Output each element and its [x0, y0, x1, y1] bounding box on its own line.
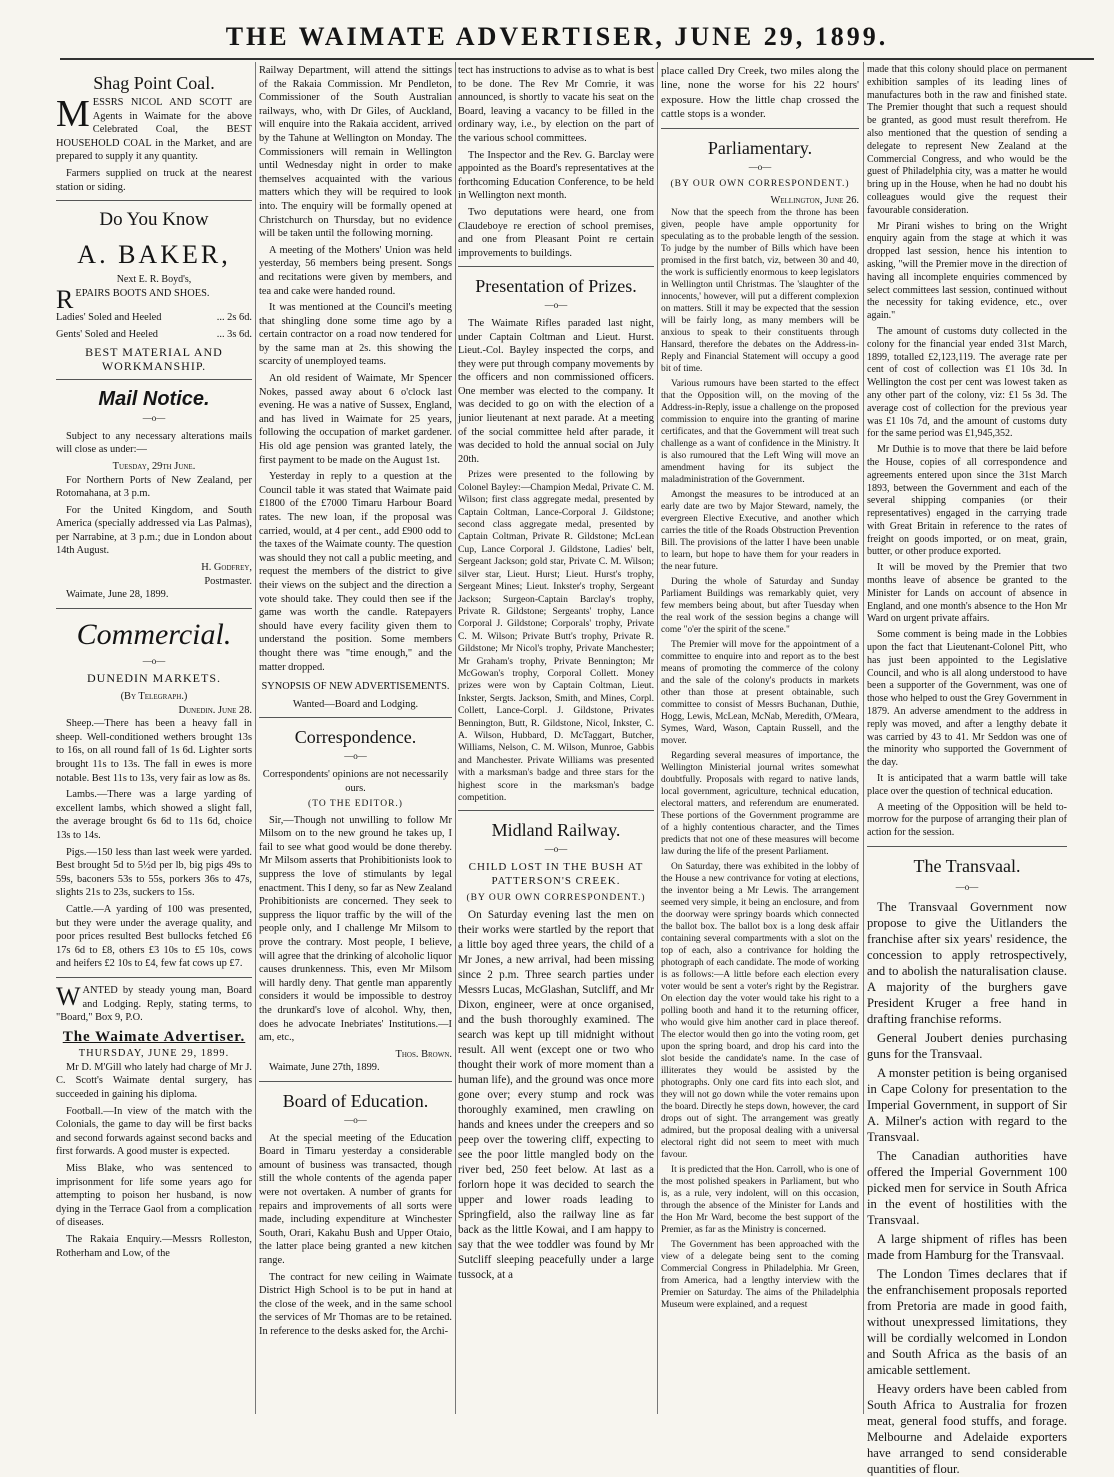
by-telegraph: (By Telegraph.)	[120, 691, 188, 703]
market-report: Pigs.—150 less than last week were yarded. Best brought 5d to 5½d per lb, big pigs 49s to 59s, baconers 53s to 55s, porkers 36s to 47s, slights 21s to 23s, suckers to 15s.	[56, 846, 252, 899]
transvaal-heading: The Transvaal.	[913, 856, 1021, 877]
ornament: —o—	[344, 751, 367, 762]
own-correspondent: (BY OUR OWN CORRESPONDENT.)	[670, 179, 850, 190]
mail-notice-signature: Postmaster.	[204, 575, 252, 587]
price-label: Ladies' Soled and Heeled	[56, 311, 162, 323]
news-paragraph: Heavy orders have been cabled from South Africa to Australia for frozen meat, general food stuffs, and forage. Melbourne and Adelaide exporters have arranged to send considerable quantities of flour.	[867, 1382, 1067, 1477]
baker-price-row	[56, 328, 252, 342]
parliamentary-body	[661, 207, 859, 1311]
ornament: —o—	[544, 844, 568, 855]
column-1	[56, 64, 252, 1414]
news-paragraph: Two deputations were heard, one from Claudeboye re erection of school premises, and one from Pleasant Point re certain improvements to buildings.	[458, 206, 654, 259]
news-paragraph: General Joubert denies purchasing guns for the Transvaal.	[867, 1031, 1067, 1062]
divider	[259, 717, 452, 718]
local-news: Mr D. M'Gill who lately had charge of Mr J. C. Scott's Waimate dental surgery, has succeeded in gaining his diploma.	[56, 1061, 252, 1101]
divider	[867, 846, 1067, 847]
ornament: —o—	[344, 1114, 367, 1125]
column-5	[867, 64, 1067, 1477]
shag-coal-heading: Shag Point Coal.	[93, 73, 215, 93]
market-report: Lambs.—There was a large yarding of excellent lambs, which showed a slight fall, the average brought 6s 6d to 11s 6d, choice 13s to 14s.	[56, 789, 252, 841]
parliamentary-continued	[867, 64, 1067, 840]
ornament: —o—	[748, 161, 772, 172]
baker-price-row	[56, 311, 252, 325]
commercial-heading: Commercial.	[76, 617, 232, 651]
mail-notice-signature: H. Godfrey,	[201, 562, 252, 574]
divider	[56, 200, 252, 201]
dunedin-dateline: Dunedin. June 28.	[178, 704, 252, 716]
column-divider	[657, 62, 658, 1414]
local-news: Football.—In view of the match with the Colonials, the game to day will be first backs and second forwards against second backs and first forwards. A good muster is expected.	[56, 1105, 252, 1158]
column-divider	[863, 62, 864, 1414]
baker-know-heading: Do You Know	[99, 209, 209, 231]
divider	[259, 1081, 452, 1082]
news-paragraph: Now that the speech from the throne has been given, people have ample opportunity for speculating as to the probable length of the session. To judge by the number of Bills which have been promised in the first batch, viz, between 30 and 40, the work is sufficiently enormous to keep legislators in Wellington until Christmas. The 'slaughter of the innocents,' however, will put a different complexion on matters. Still it may be expected that the session will be fairly long, as many members will be anxious to speak to their constituents through Hansard, therefore the debates on the Address-in-Reply and Financial Statement will occupy a good bit of time.	[661, 208, 859, 375]
divider	[56, 379, 252, 380]
news-paragraph: Amongst the measures to be introduced at an early date are two by Major Steward, namely, the evergreen Elective Executive, and another which carries the title of the Roads Obstruction Prevention Bill. The provisions of the latter I have been unable to learn, but hope to have them for your readers in the near future.	[661, 490, 859, 573]
news-paragraph: Prizes were presented to the following by Colonel Bayley:—Champion Medal, Private C. M. Wilson; first class aggregate medal, presented by Captain Coltman, Lance-Corporal J. Gildstone; second class aggregate medal, presented by Captain Coltman, Private R. Gildstone; McLean Cup, Lance Corporal J. Gildstone, Ladies' belt, Sergeant Jackson; gold star, Private C. M. Wilson; silver star, Lieut. Hurst; Lieut. Hurst's trophy, Sergeant Mines; Lieut. Inkster's trophy, Sergeant Jackson; Surgeon-Captain Barclay's trophy, Private R. Gildstone; Sergeants' trophy, Lance Corporal J. Gildstone; Corporals' trophy, Private C. M. Wilson; Private Butt's trophy, Private R. Gildstone; Mr Nicol's trophy, Private Manchester; Mr Graham's trophy, Private Bennington; Mr McGowan's trophy, Corporal Collett. Money prizes were won by Captain Coltman, Lieut. Inkster, Sergts. Jackson, Smith, and Mines, Corpl. Collett, Lance-Corpl. J. Gildstone, Privates Bennington, Butt, R. Gildstone, Nicol, Inkster, C. A. Wilson, Hubbard, D. McTaggart, Butcher, Williams, Nelson, C. M. Wilson, Munroe, Gabbis and Manchester. Private Williams was presented with a marksman's badge and three stars for the highest score in the marksman's badge competition.	[458, 469, 654, 803]
baker-address: Next E. R. Boyd's,	[116, 274, 192, 286]
news-paragraph: A meeting of the Opposition will be held to-morrow for the purpose of arranging their plan of action for the session.	[867, 801, 1067, 839]
mail-notice-text: For the United Kingdom, and South America (specially addressed via Las Palmas), per Narrabine, at 3 p.m.; due in London about 14th August.	[56, 504, 252, 557]
mail-notice-text: For Northern Ports of New Zealand, per Rotomahana, at 3 p.m.	[56, 474, 252, 500]
shag-coal-text: ESSRS NICOL AND SCOTT are Agents in Waimate for the above Celebrated Coal, the BEST HOUSEHOLD COAL in the Market, and are prepared to supply it any quantity.	[56, 97, 252, 163]
drop-cap: M	[56, 93, 90, 135]
baker-repairs	[56, 284, 252, 314]
column-3	[458, 64, 654, 1414]
news-paragraph: The contract for new ceiling in Waimate District High School is to be put in hand at the close of the week, and in the same school the services of Mr Thomas are to be retained. In reference to the desks asked for, the Archi-	[259, 1271, 452, 1337]
wanted-ad	[56, 981, 252, 1025]
news-paragraph: The Inspector and the Rev. G. Barclay were appointed as the Board's representatives at the forthcoming Education Conference, to be held in Wellington next month.	[458, 149, 654, 202]
news-paragraph: At the special meeting of the Education Board in Timaru yesterday a considerable amount of business was transacted, though still the whole contents of the agenda paper were not overtaken. A number of grants for repairs and improvements of all sorts were made, including expenditure at Winchester South, Orari, Kakahu Bush and Upper Otaio, the latter place being granted a new kitchen range.	[259, 1132, 452, 1266]
masthead	[0, 0, 1114, 60]
mail-notice-date: Tuesday, 29th June.	[112, 460, 196, 472]
baker-repairs-text: EPAIRS BOOTS AND SHOES.	[75, 287, 210, 299]
letter-place: Waimate, June 27th, 1899.	[269, 1062, 380, 1074]
to-the-editor: (TO THE EDITOR.)	[308, 799, 403, 810]
news-paragraph: Regarding several measures of importance, the Wellington Ministerial journal writes somewhat doubtfully. Proposals with regard to native lands, local government, agriculture, technical education, electoral matters, and referendum are enumerated. These portions of the Government programme are of a highly contentious character, and the Times predicts that not one of these measures will become law during the life of the present Parliament.	[661, 751, 859, 858]
news-paragraph: Various rumours have been started to the effect that the Opposition will, on the moving of the Address-in-Reply, issue a challenge on the proposed commission to enquire into the granting of marine certificates, and that the Government will treat such challenge as a want of confidence in the Ministry. It is also rumoured that the Left Wing will move an amendment having for its subject the maladministration of the Government.	[661, 379, 859, 486]
news-paragraph: The Waimate Rifles paraded last night, under Captain Coltman and Lieut. Hurst. Lieut.-Col. Bayley inspected the corps, and they were put through company movements by the officers and non commissioned officers. One member was elected to the company. It was decided to go on with the election of a junior lieutenant at next parade. At a meeting of the social committee held after parade, it was decided to hold the annual social on July 20th.	[458, 317, 654, 465]
news-paragraph: The London Times declares that if the enfranchisement proposals reported from Pretoria are made in good faith, without unexpressed limitations, they will be cordially welcomed in London and South Africa as the basis of an amicable settlement.	[867, 1267, 1067, 1378]
own-correspondent: (BY OUR OWN CORRESPONDENT.)	[466, 893, 646, 904]
child-lost-heading: CHILD LOST IN THE BUSH AT PATTERSON'S CREEK.	[468, 861, 644, 887]
news-paragraph: Yesterday in reply to a question at the Council table it was stated that Waimate paid £1800 of the £7000 Timaru Harbour Board rates. The new loan, if the proposal was carried, would, at 4 per cent., add £900 odd to the taxes of the Waimate county. The question was should they not call a public meeting, and request the members of the district to give their views on the subject and the direction a vote should take. They could then see if the game was worth the candle. Ratepayers should have every facility given them to understand the position. Some members thought there was "time enough," and the matter dropped.	[259, 471, 452, 673]
drop-cap: W	[56, 981, 81, 1011]
column-2	[259, 64, 452, 1414]
midland-railway-heading: Midland Railway.	[491, 820, 621, 841]
mail-notice-text: Subject to any necessary alterations mails will close as under:—	[56, 430, 252, 456]
column-divider	[255, 62, 256, 1414]
wellington-dateline: Wellington, June 26.	[770, 194, 859, 206]
news-paragraph: Mr Duthie is to move that there be laid before the House, copies of all correspondence and agreements entered upon since the 31st March 1893, between the Government and each of the several shipping companies (or their representatives) engaged in the carrying trade with Great Britain in reference to the rates of freight on goods imported, or on meat, grain, butter, or other produce exported.	[867, 444, 1067, 558]
letter-signature: Thos. Brown.	[395, 1048, 452, 1060]
letter-text: Sir,—Though not unwilling to follow Mr Milsom on to the new ground he takes up, I fail to see what good would be done thereby. Mr Milsom asserts that Prohibitionists look to suppress the love of stimulants by legal enactment. This I deny, so far as New Zealand Prohibitionists are concerned. They seek to suppress the liquor traffic by the will of the people only, and I challenge Mr Milsom to prove the contrary. Most people, I believe, will agree that the drinking of alcoholic liquor causes drunkenness. This, even Mr Milsom will hardly deny. That gentle man apparently considers it would be impossible to destroy the drunkard's love of alcohol. Why, then, does he advocate Inebriates' Institutions.—I am, etc.,	[259, 814, 452, 1044]
market-report: Sheep.—There has been a heavy fall in sheep. Well-conditioned wethers brought 13s to 16s, on all round fall of 1s 6d. Lighter sorts brought 11s to 13s. The fall in ewes is more notable. Best 11s to 13s, very fair as low as 8s.	[56, 718, 252, 784]
news-paragraph: The Premier will move for the appointment of a committee to enquire into and report as to the best means of promoting the commerce of the colony and the sale of the colony's products in markets other than those at present obtainable, such committee to consist of Messrs Buchanan, Duthie, Hogg, Lewis, McLean, McNab, Meredith, O'Meara, Symes, Ward, Wason, Captain Russell, and the mover.	[661, 640, 859, 747]
ornament: —o—	[142, 655, 166, 666]
news-paragraph: The Canadian authorities have offered the Imperial Government 100 picked men for service in South Africa in the event of hostilities with the Transvaal.	[867, 1149, 1067, 1228]
dunedin-markets-heading: DUNEDIN MARKETS.	[87, 671, 221, 686]
ornament: —o—	[955, 882, 979, 893]
news-paragraph: The Transvaal Government now propose to give the Uitlanders the franchise after six years' residence, the concession to apply retrospectively, and to abolish the naturalisation clause. A majority of the burghers gave President Kruger a free hand in drafting franchise reforms.	[867, 900, 1067, 1027]
synopsis-heading: SYNOPSIS OF NEW ADVERTISEMENTS.	[261, 681, 450, 693]
divider	[661, 128, 859, 129]
news-paragraph: The Government has been approached with the view of a delegate being sent to the coming Commercial Congress in Philadelphia. Mr Green, from America, had a lengthy interview with the Premier on Saturday. The aims of the Philadelphia Museum were explained, and a request	[661, 1240, 859, 1311]
price-value: ... 3s 6d.	[216, 329, 252, 341]
news-paragraph: During the whole of Saturday and Sunday Parliament Buildings was remarkably quiet, very few members being about, but after Tuesday when the real work of the session begins a change will come "o'er the spirit of the scene."	[661, 577, 859, 636]
masthead-title: THE WAIMATE ADVERTISER, JUNE 29, 1899.	[225, 22, 889, 51]
news-paragraph: Mr Pirani wishes to bring on the Wright enquiry again from the stage at which it was dropped last session, hence his intention to asking, "will the Premier move in the direction of having all incomplete enquiries commenced by select committees last session, continued without the necessity for taking evidence, etc., over again."	[867, 220, 1067, 322]
mail-notice-heading: Mail Notice.	[98, 388, 210, 411]
paper-nameplate: The Waimate Advertiser.	[62, 1028, 246, 1045]
news-paragraph: On Saturday, there was exhibited in the lobby of the House a new contrivance for voting at elections, the inventor being a Mr Lewis. The arrangement seemed very simple, it being an enclosure, and from the doorway were springy boards which connected the ballot box. The ballot box is a long desk affair containing several compartments with a slot on the top of each, also a contrivance for holding the photograph of each candidate. The mode of working is as follows:—A little before each election every voter would be sent a voter's right by the Registrar. On election day the voter would take his right to a polling booth and hand it to the returning officer, who would give him another card in place thereof. The elector would then go into the voting room, get upon the spring board, and drop his card into the slot beside the candidate's name. In the case of illiterates they would be assisted by the photographs. Only one card fits into each slot, and they will not go down while the voter remains upon the board. Directly he steps down, however, the card drops out of sight. The arrangement was greatly admired, but the proposal dealing with a universal electoral right did not seem to meet with much favour.	[661, 862, 859, 1161]
shag-coal-ad	[56, 93, 252, 164]
news-paragraph: It was mentioned at the Council's meeting that shingling done some time ago by a certain contractor on a road now tendered for by the same man at 2s. this showing the scarcity of unemployed teams.	[259, 302, 452, 368]
local-news: Miss Blake, who was sentenced to imprisonment for life some years ago for attempting to poison her husband, is now dying in the Terrace Gaol from a complication of diseases.	[56, 1163, 252, 1229]
news-paragraph: An old resident of Waimate, Mr Spencer Nokes, passed away about 6 o'clock last evening. He was a native of Sussex, England, and has lived in Waimate for 25 years, following the occupation of market gardener. His old age pension was granted lately, the first payment to be made on the August 1st.	[259, 373, 452, 466]
market-report: Cattle.—A yarding of 100 was presented, but they were under the average quality, and poor prices resulted Best bullocks fetched £6 17s 6d to £8, others £3 10s to £5 10s, cows and heifers £2 10s to £4, few fat cows up £7.	[56, 903, 252, 970]
correspondence-heading: Correspondence.	[294, 727, 417, 748]
column-divider	[455, 62, 456, 1414]
synopsis-item: Wanted—Board and Lodging.	[292, 698, 419, 710]
local-news: The Rakaia Enquiry.—Messrs Rolleston, Rotherham and Low, of the	[56, 1234, 252, 1259]
parliamentary-heading: Parliamentary.	[707, 137, 813, 158]
news-paragraph: A meeting of the Mothers' Union was held yesterday, 56 members being present. Songs and recitations were given by members, and tea and cake were handed round.	[259, 244, 452, 297]
news-paragraph: A large shipment of rifles has been made from Hamburg for the Transvaal.	[867, 1232, 1067, 1263]
divider	[458, 810, 654, 811]
baker-best-material: BEST MATERIAL AND WORKMANSHIP.	[85, 344, 223, 373]
news-paragraph: It is anticipated that a warm battle will take place over the question of technical education.	[867, 773, 1067, 797]
price-label: Gents' Soled and Heeled	[56, 329, 158, 341]
correspondence-note: Correspondents' opinions are not necessarily ours.	[262, 768, 449, 794]
news-paragraph: tect has instructions to advise as to what is best to be done. The Rev Mr Comrie, it was announced, is shortly to vacate his seat on the Board, leaving a vacancy to be filled in the ordinary way, i.e., by election on the part of the various school committees.	[458, 65, 654, 144]
ornament: —o—	[544, 300, 568, 311]
news-paragraph: A monster petition is being organised in Cape Colony for presentation to the Imperial Government, in support of Sir A. Milner's action with regard to the Transvaal.	[867, 1066, 1067, 1145]
news-paragraph: It will be moved by the Premier that two months leave of absence be granted to the Minister for Lands on account of absence in England, and one month's absence to the Hon Mr Ward on urgent private affairs.	[867, 562, 1067, 625]
news-paragraph: place called Dry Creek, two miles along the line, none the worse for his 22 hours' exposure. How the little chap crossed the cattle stops is a wonder.	[661, 65, 859, 121]
news-paragraph: Some comment is being made in the Lobbies upon the fact that Lieutenant-Colonel Pitt, who has just been appointed to the Legislative Council, and who is all along understood to have been a supporter of the Government, was one of those who helped to oust the Grey Government in 1879. An adverse amendment to the address in reply was moved, and after a lengthy debate it was carried by 43 to 41. Mr Seddon was one of the minority who supported the Government of the day.	[867, 629, 1067, 769]
news-paragraph: made that this colony should place on permanent exhibition samples of its leading lines of manufactures both in the raw and finished state. The Premier thought that such a request should be granted, as good must result therefrom. He also mentioned that the question of sending a delegate to represent New Zealand at the Commercial Congress, and who would be the guest of Philadelphia city, was a matter he would bring up in the House, when he had no doubt his colleagues would give the request their favourable consideration.	[867, 64, 1067, 216]
column-4	[661, 64, 859, 1414]
shag-coal-farmers: Farmers supplied on truck at the nearest station or siding.	[56, 167, 252, 193]
presentation-of-prizes-heading: Presentation of Prizes.	[475, 276, 637, 297]
masthead-rule	[60, 58, 1094, 60]
divider	[56, 608, 252, 609]
wanted-ad-text: ANTED by steady young man, Board and Lodging. Reply, stating terms, to "Board," Box 9, P.O.	[56, 984, 252, 1024]
news-paragraph: Railway Department, will attend the sittings of the Rakaia Commission. Mr Pendleton, Commissioner of the South Australian railways, who, with Dr Giles, of Auckland, will enquire into the Rakaia accident, arrived by the Tahune at Wellington on Monday. The Commissioners will remain in Wellington until Wednesday night in order to make themselves acquainted with the various matters which they will be required to look into. The enquiry will be formally opened at Christchurch on Thursday, but no evidence will be taken until the following morning.	[259, 65, 452, 240]
board-of-education-heading: Board of Education.	[282, 1090, 429, 1111]
news-paragraph: It is predicted that the Hon. Carroll, who is one of the most polished speakers in Parliament, but who is, as a rule, very indolent, will on this occasion, through the absence of the Minister for Lands and the Hon Mr Ward, become the best support of the Premier, as far as the Ministry is concerned.	[661, 1165, 859, 1236]
divider	[56, 977, 252, 978]
drop-cap: R	[56, 284, 74, 314]
ornament: —o—	[142, 413, 166, 424]
price-value: ... 2s 6d.	[216, 311, 252, 323]
mail-notice-place: Waimate, June 28, 1899.	[66, 589, 169, 601]
baker-name: A. BAKER,	[77, 240, 231, 270]
divider	[458, 266, 654, 267]
news-paragraph: On Saturday evening last the men on their works were startled by the report that a little boy aged three years, the child of a Mr Jones, a new arrival, had been missing since 2 p.m. Three search parties under Messrs Lucas, McGlashan, Sutcliff, and Mr Dixon, engineer, were at once organised, and the bush thoroughly examined. The search was kept up till midnight without result. All went (except one or two who thought their work of more moment than a human life), and the ground was once more gone over; every stump and rock was thoroughly examined, men crawling on hands and knees under the creepers and so peep over the towering cliff, expecting to see the poor little mangled body on the river bed, 250 feet below. At last as a forlorn hope it was decided to search the upper and lower roads leading to Springfield, also the railway line as far back as the little Kowai, and I am happy to say that the wee toddler was found by Mr Sutcliff sleeping peacefully under a large tussock, at a	[458, 908, 654, 1281]
paper-date: THURSDAY, JUNE 29, 1899.	[78, 1048, 230, 1060]
news-paragraph: The amount of customs duty collected in the colony for the financial year ended 31st March, 1899, totalled £2,123,119. The average rate per cent of cost of collection was £1 10s 3d. In Wellington the cost per cent was lowest taken as any other part of the colony, viz: £1 5s 3d. The average cost of collection for the previous year was £1 10s 7d, and the amount of customs duty for the same period was £1,945,352.	[867, 325, 1067, 440]
